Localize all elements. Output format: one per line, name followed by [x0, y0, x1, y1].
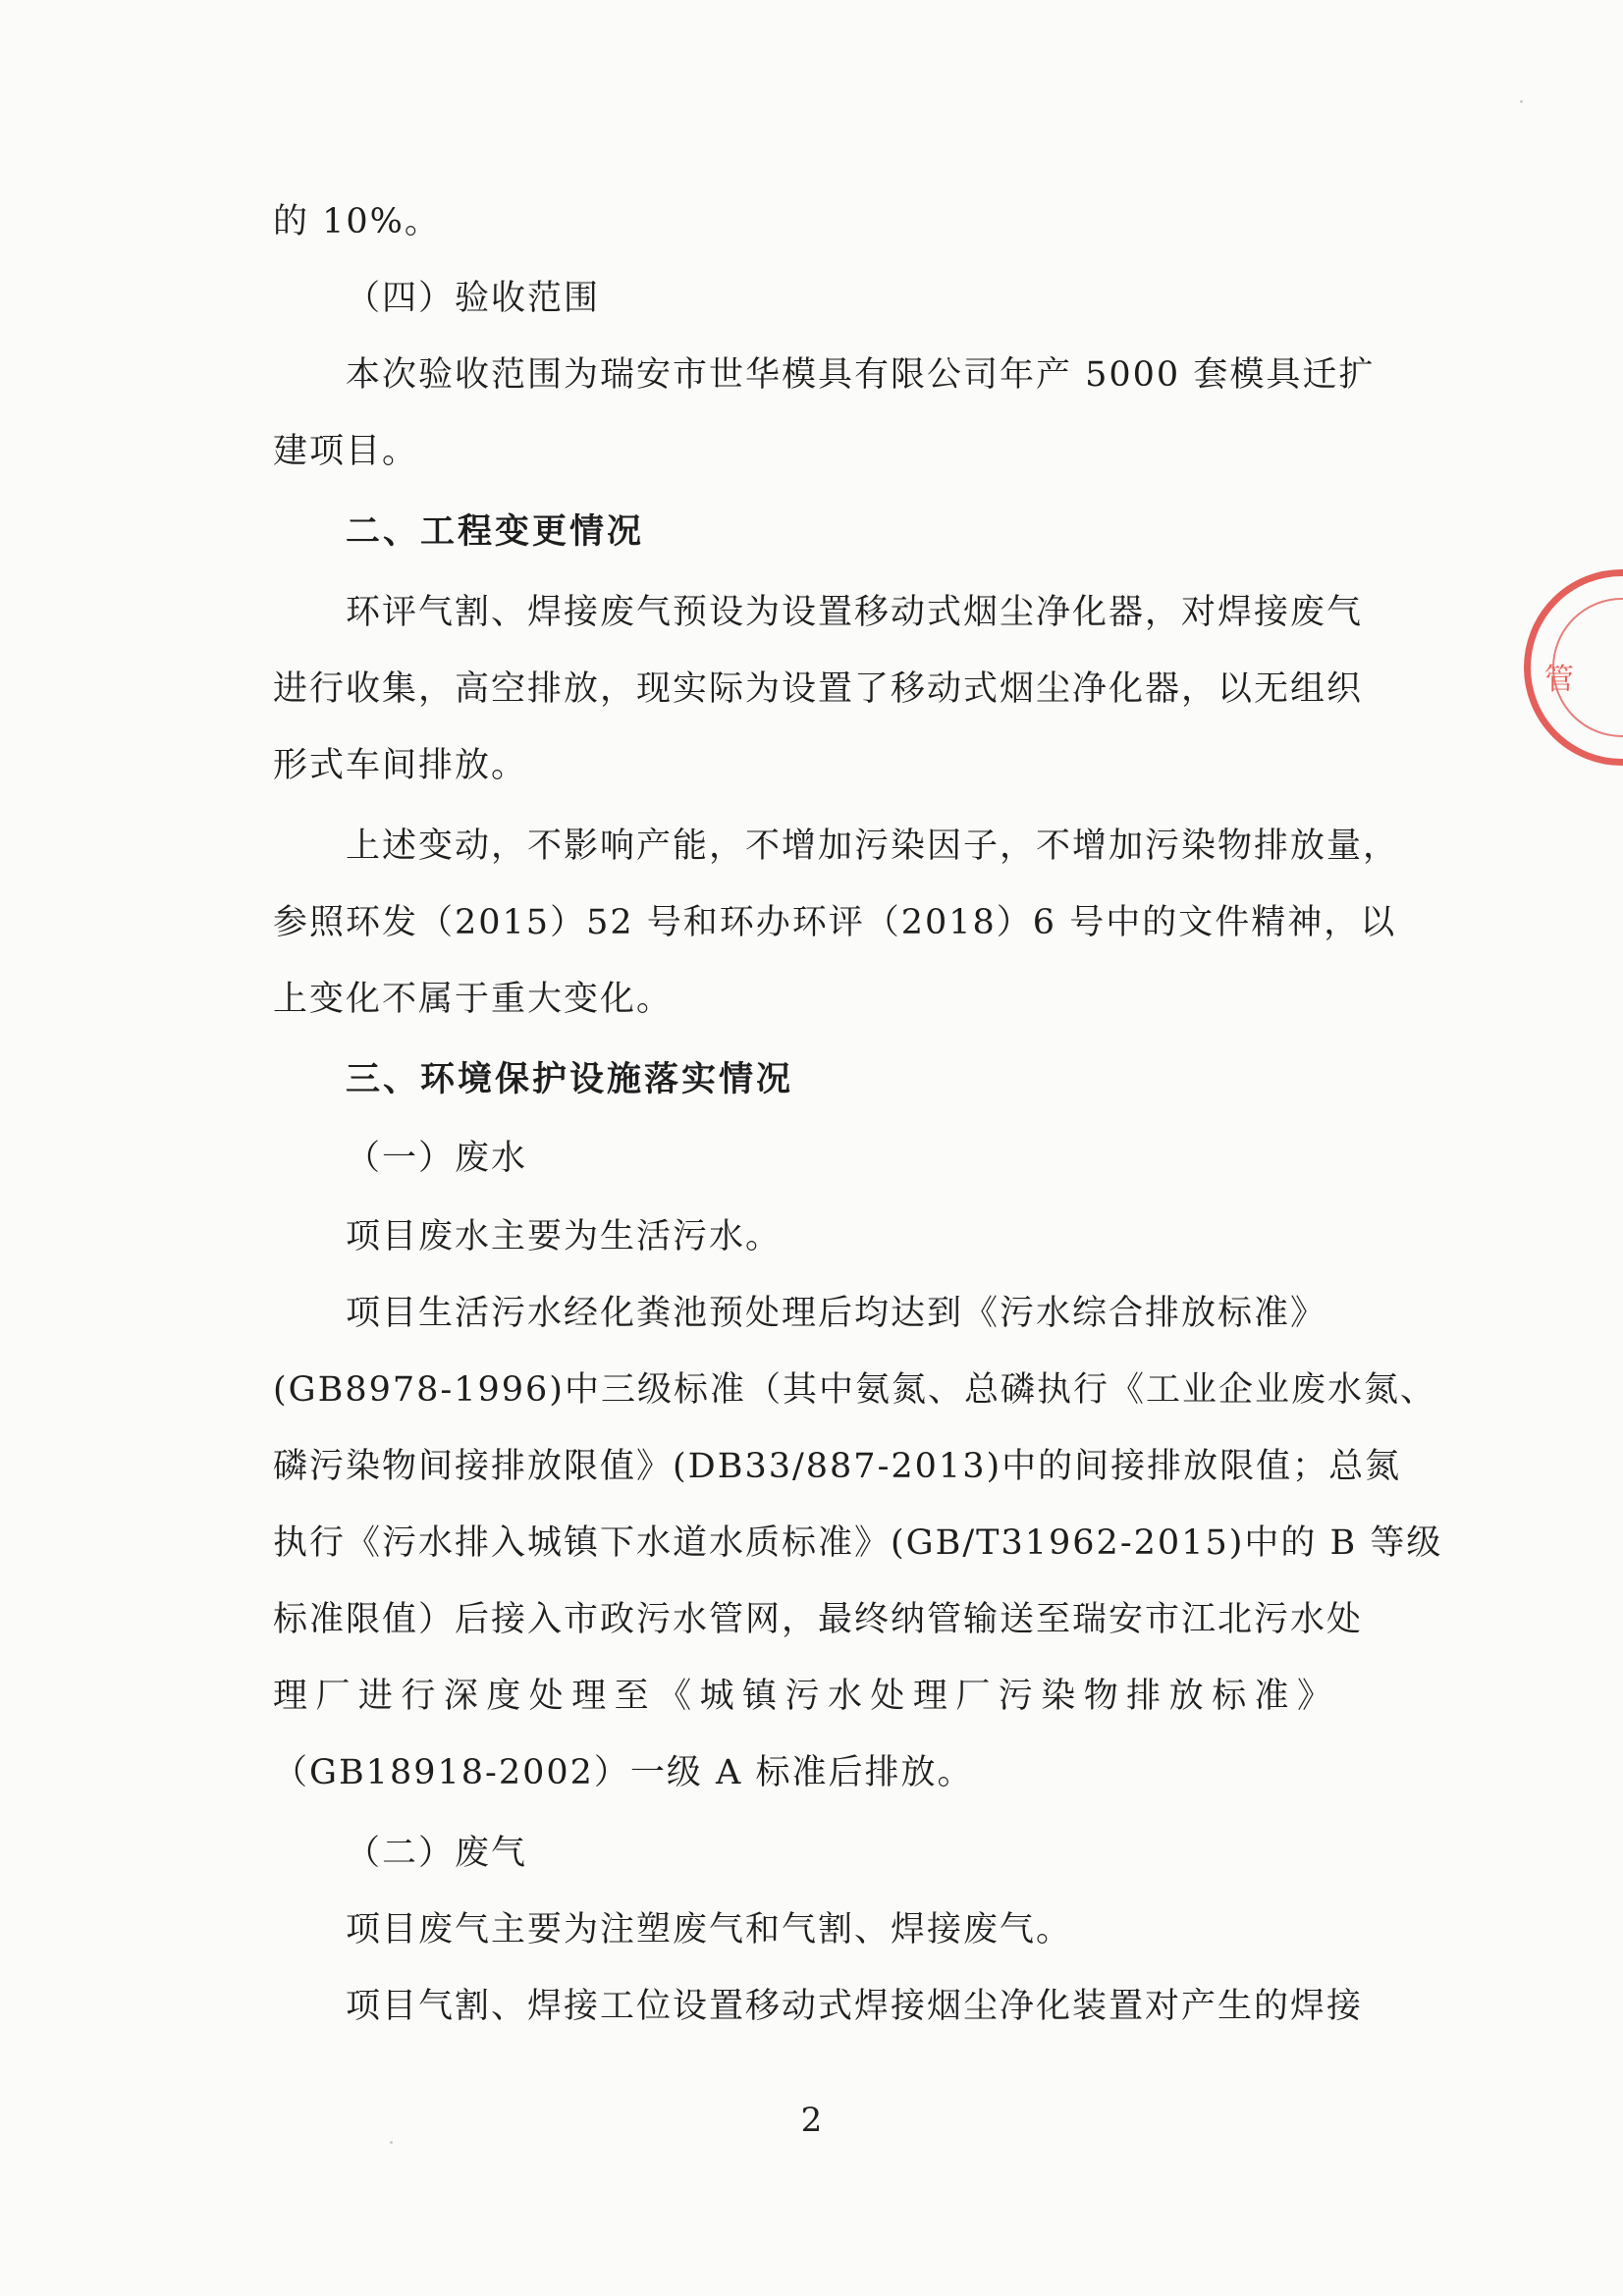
text-line-18: 执行《污水排入城镇下水道水质标准》(GB/T31962-2015)中的 B 等级	[273, 1523, 1443, 1563]
text-line-8: 形式车间排放。	[273, 746, 528, 785]
text-line-11: 上变化不属于重大变化。	[273, 980, 674, 1019]
scan-speck	[1520, 100, 1523, 103]
subheading-wastewater: （一）废水	[346, 1139, 528, 1178]
text-line-6: 环评气割、焊接废气预设为设置移动式烟尘净化器，对焊接废气	[346, 593, 1364, 632]
text-line-15: 项目生活污水经化粪池预处理后均达到《污水综合排放标准》	[346, 1294, 1327, 1333]
text-line-3: 本次验收范围为瑞安市世华模具有限公司年产 5000 套模具迁扩	[346, 355, 1376, 395]
text-line-1: 的 10%。	[273, 202, 441, 241]
text-line-19: 标准限值）后接入市政污水管网，最终纳管输送至瑞安市江北污水处	[273, 1600, 1364, 1639]
heading-engineering-changes: 二、工程变更情况	[346, 511, 645, 552]
text-line-20: 理厂进行深度处理至《城镇污水处理厂污染物排放标准》	[273, 1677, 1333, 1716]
text-line-10: 参照环发（2015）52 号和环办环评（2018）6 号中的文件精神，以	[273, 903, 1397, 942]
text-line-7: 进行收集，高空排放，现实际为设置了移动式烟尘净化器，以无组织	[273, 669, 1364, 709]
subheading-exhaust-gas: （二）废气	[346, 1834, 528, 1873]
seal-character: 管	[1544, 663, 1574, 697]
text-line-9: 上述变动，不影响产能，不增加污染因子，不增加污染物排放量，	[346, 827, 1400, 866]
text-line-21: （GB18918-2002）一级 A 标准后排放。	[273, 1753, 974, 1792]
text-line-4: 建项目。	[273, 432, 419, 471]
text-line-24: 项目气割、焊接工位设置移动式焊接烟尘净化装置对产生的焊接	[346, 1987, 1364, 2026]
scan-speck	[390, 2141, 393, 2144]
text-line-23: 项目废气主要为注塑废气和气割、焊接废气。	[346, 1910, 1073, 1949]
text-line-14: 项目废水主要为生活污水。	[346, 1217, 783, 1256]
official-seal	[1524, 569, 1623, 766]
subheading-acceptance-scope: （四）验收范围	[346, 279, 601, 318]
heading-environmental-facilities: 三、环境保护设施落实情况	[346, 1059, 794, 1099]
page-number: 2	[800, 2101, 823, 2140]
text-line-17: 磷污染物间接排放限值》(DB33/887-2013)中的间接排放限值；总氮	[273, 1447, 1402, 1486]
text-line-16: (GB8978-1996)中三级标准（其中氨氮、总磷执行《工业企业废水氮、	[273, 1370, 1436, 1410]
